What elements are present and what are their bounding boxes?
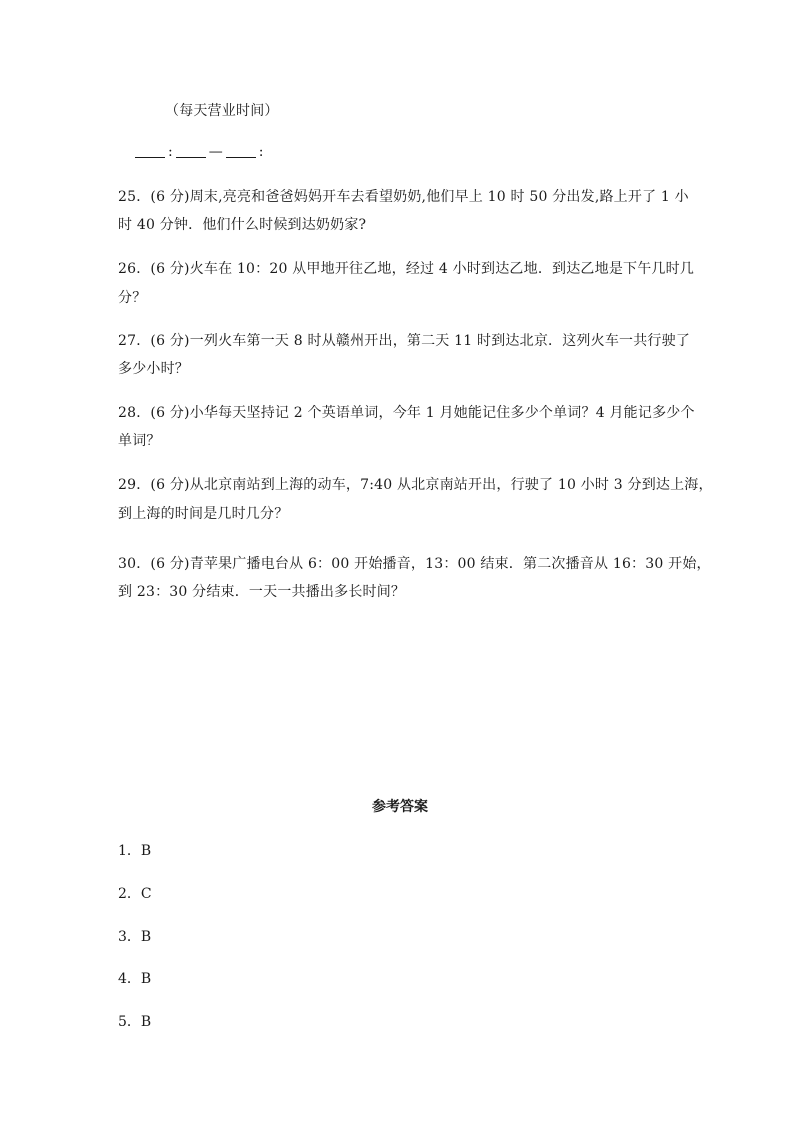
answers-title: 参考答案 (372, 799, 428, 815)
question-29-line-1: 29．(6 分)从北京南站到上海的动车，7:40 从北京南站开出，行驶了 10 小时 3 分到达上海， (118, 477, 713, 493)
answer-blank[interactable] (176, 143, 206, 158)
answer-item: 2．C (118, 886, 152, 902)
question-30-line-1: 30．(6 分)青苹果广播电台从 6：00 开始播音，13：00 结束．第二次播音从 16：30 开始， (118, 556, 711, 572)
answer-blank[interactable] (226, 143, 256, 158)
question-25-line-1: 25．(6 分)周末,亮亮和爸爸妈妈开车去看望奶奶,他们早上 10 时 50 分出发,路上开了 1 小 (118, 189, 689, 205)
answer-item: 1．B (118, 843, 152, 859)
question-28-line-2: 单词？ (118, 433, 161, 449)
colon-separator: : (168, 144, 173, 160)
hours-caption: （每天营业时间） (165, 103, 279, 119)
answer-item: 3．B (118, 929, 152, 945)
question-27-line-2: 多少小时？ (118, 361, 189, 377)
answer-item: 4．B (118, 971, 152, 987)
answer-item: 5．B (118, 1014, 152, 1030)
question-29-line-2: 到上海的时间是几时几分？ (118, 506, 289, 522)
time-blank-row (135, 140, 266, 162)
question-27-line-1: 27．(6 分)一列火车第一天 8 时从赣州开出，第二天 11 时到达北京．这列火车一共行驶了 (118, 333, 691, 349)
question-30-line-2: 到 23：30 分结束．一天一共播出多长时间？ (118, 584, 406, 600)
question-26-line-1: 26．(6 分)火车在 10：20 从甲地开往乙地，经过 4 小时到达乙地．到达乙地是下午几时几 (118, 261, 695, 277)
question-28-line-1: 28．(6 分)小华每天坚持记 2 个英语单词，今年 1 月她能记住多少个单词？4 月能记多少个 (118, 405, 695, 421)
dash-separator: — (208, 144, 223, 160)
question-25-line-2: 时 40 分钟．他们什么时候到达奶奶家? (118, 217, 367, 233)
colon-separator: : (258, 144, 264, 160)
answer-blank[interactable] (135, 143, 165, 158)
question-26-line-2: 分？ (118, 290, 147, 306)
